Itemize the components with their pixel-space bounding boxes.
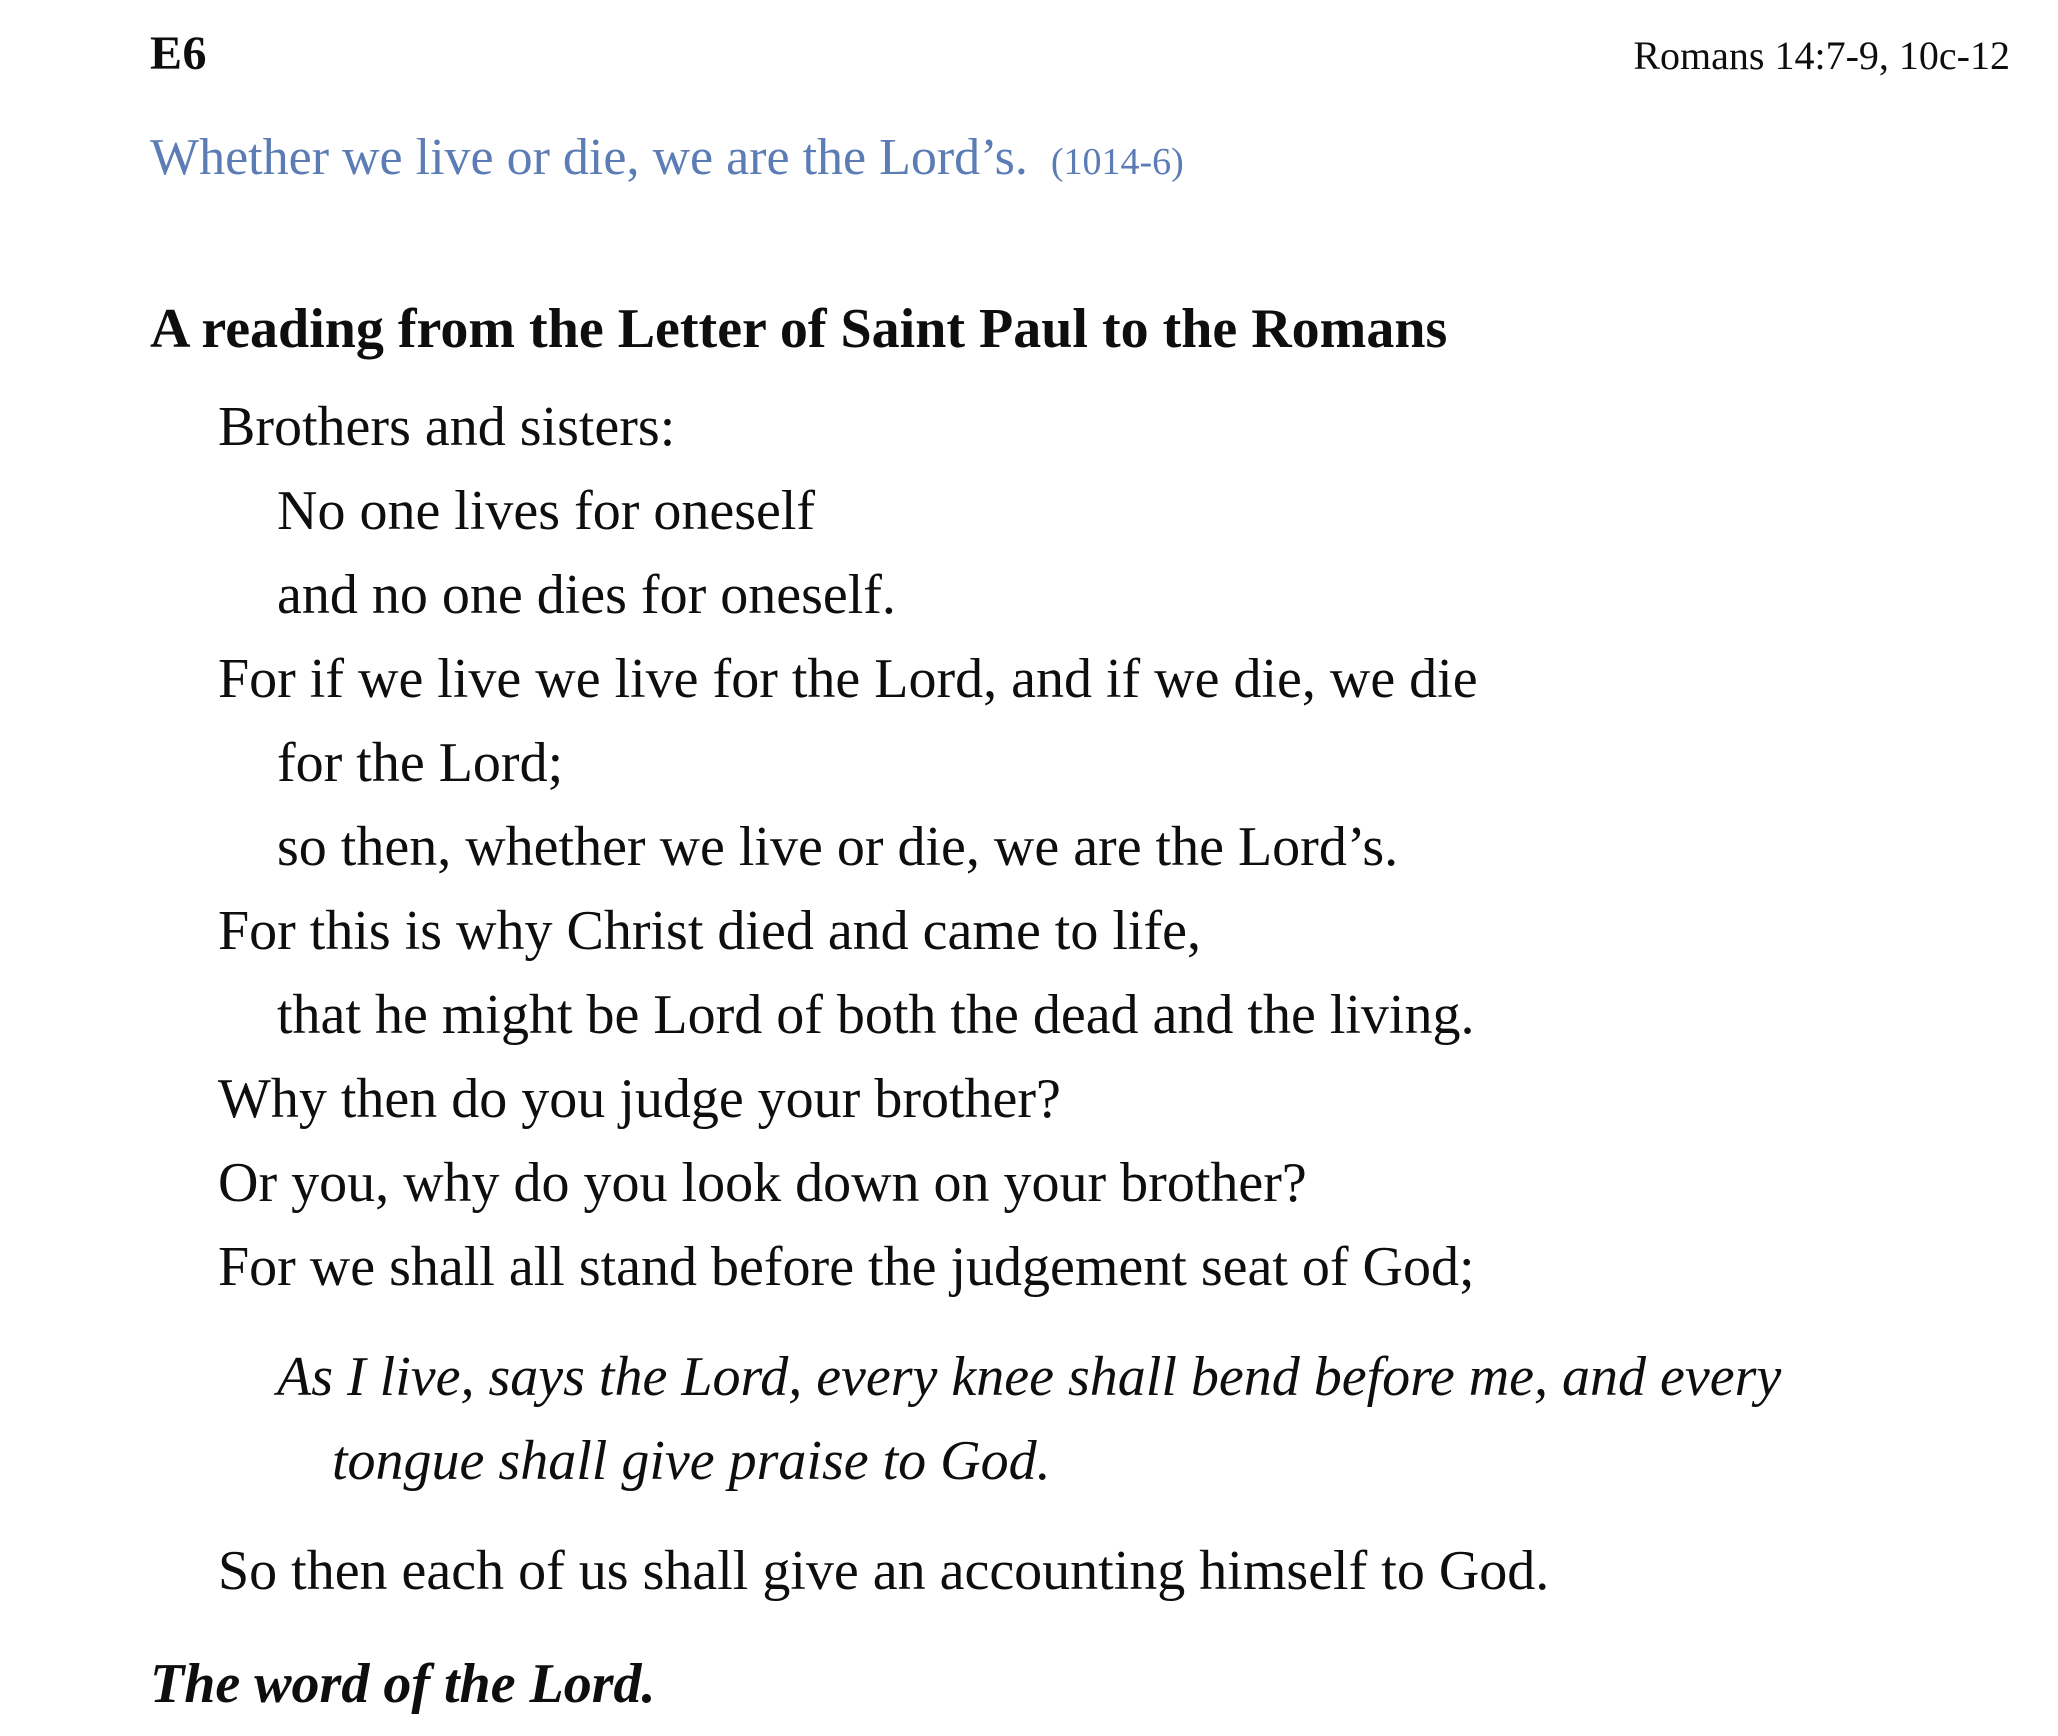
reading-line: tongue shall give praise to God. bbox=[332, 1430, 1051, 1493]
summary-text: Whether we live or die, we are the Lord’s. bbox=[150, 129, 1028, 186]
reading-line: As I live, says the Lord, every knee shall bend before me, and every bbox=[277, 1346, 1782, 1409]
reading-line: for the Lord; bbox=[277, 732, 564, 795]
reading-line: For if we live we live for the Lord, and if we die, we die bbox=[218, 648, 1478, 711]
reading-line: that he might be Lord of both the dead and the living. bbox=[277, 984, 1475, 1047]
reading-code: E6 bbox=[150, 27, 208, 80]
reading-line: Or you, why do you look down on your brother? bbox=[218, 1152, 1307, 1215]
page-header bbox=[150, 26, 2010, 81]
reading-line: and no one dies for oneself. bbox=[277, 564, 896, 627]
reading-line: Why then do you judge your brother? bbox=[218, 1068, 1061, 1131]
reading-line: For this is why Christ died and came to life, bbox=[218, 900, 1201, 963]
reading-line: No one lives for oneself bbox=[277, 480, 816, 543]
scripture-reference: Romans 14:7-9, 10c-12 bbox=[1633, 33, 2010, 78]
reading-line: Brothers and sisters: bbox=[218, 396, 676, 459]
reading-intro: A reading from the Letter of Saint Paul to the Romans bbox=[150, 298, 1448, 360]
reading-conclusion: The word of the Lord. bbox=[150, 1653, 656, 1716]
reading-lines bbox=[150, 385, 2010, 1613]
reading-line: So then each of us shall give an accounting himself to God. bbox=[218, 1540, 1550, 1603]
reading-line: so then, whether we live or die, we are the Lord’s. bbox=[277, 816, 1399, 879]
summary-code: (1014-6) bbox=[1050, 141, 1184, 183]
reading-line: For we shall all stand before the judgement seat of God; bbox=[218, 1236, 1475, 1299]
summary-line bbox=[150, 125, 2010, 190]
